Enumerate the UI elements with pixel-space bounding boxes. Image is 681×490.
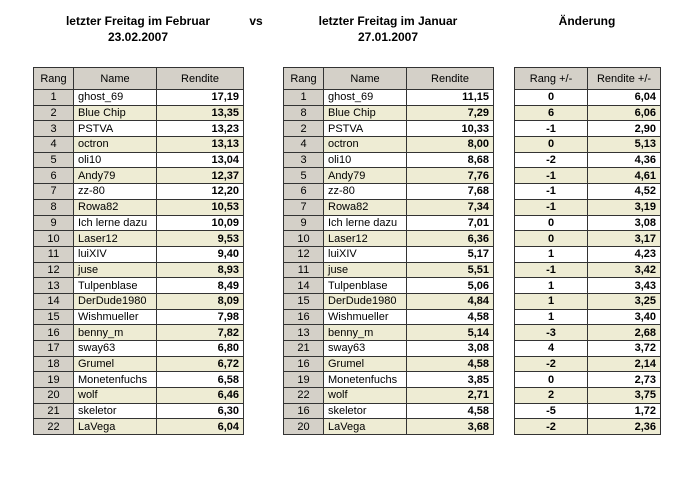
name-cell: oli10 [324,152,407,168]
rank-change-column-header: Rang +/- [515,68,588,90]
rank-cell: 4 [34,137,74,153]
return-cell: 13,04 [157,152,244,168]
name-cell: Grumel [74,356,157,372]
rank-cell: 21 [284,341,324,357]
return-cell: 12,37 [157,168,244,184]
table-row [515,137,661,153]
februar-title-block [33,13,243,45]
table-row [515,199,661,215]
return-change-cell: 3,75 [588,388,661,404]
table-row [515,90,661,106]
rank-cell: 1 [34,90,74,106]
name-cell: ghost_69 [324,90,407,106]
table-row [284,262,494,278]
table-row [284,184,494,200]
table-row [34,168,244,184]
rank-cell: 12 [34,262,74,278]
rank-cell: 13 [34,278,74,294]
rank-cell: 17 [34,341,74,357]
return-column-header: Rendite [157,68,244,90]
rank-cell: 12 [284,246,324,262]
return-cell: 6,30 [157,403,244,419]
header-row [515,68,661,90]
table-row [284,168,494,184]
rank-cell: 2 [284,121,324,137]
return-cell: 9,53 [157,231,244,247]
return-cell: 7,76 [407,168,494,184]
name-cell: DerDude1980 [74,293,157,309]
name-cell: Rowa82 [324,199,407,215]
rank-cell: 16 [284,403,324,419]
table-row [515,419,661,435]
rank-column-header: Rang [284,68,324,90]
return-cell: 3,08 [407,341,494,357]
return-cell: 4,58 [407,309,494,325]
table-row [34,215,244,231]
aenderung-table [514,67,661,435]
rank-cell: 20 [34,388,74,404]
table-row [34,325,244,341]
name-cell: skeletor [74,403,157,419]
return-cell: 4,58 [407,356,494,372]
table-row [284,246,494,262]
table-row [34,121,244,137]
return-cell: 2,71 [407,388,494,404]
rank-cell: 16 [284,356,324,372]
rank-cell: 3 [34,121,74,137]
return-cell: 5,14 [407,325,494,341]
table-row [284,90,494,106]
rank-cell: 20 [284,419,324,435]
name-cell: juse [74,262,157,278]
name-cell: Laser12 [324,231,407,247]
rank-change-cell: 4 [515,341,588,357]
return-change-cell: 3,08 [588,215,661,231]
table-row [284,105,494,121]
return-cell: 7,68 [407,184,494,200]
rank-change-cell: 0 [515,215,588,231]
name-cell: zz-80 [324,184,407,200]
return-cell: 6,04 [157,419,244,435]
name-cell: luiXIV [74,246,157,262]
table-row [515,262,661,278]
februar-date: 23.02.2007 [107,30,169,44]
table-row [515,215,661,231]
rank-change-cell: -1 [515,262,588,278]
return-change-cell: 2,14 [588,356,661,372]
januar-title: letzter Freitag im Januar [318,14,458,28]
name-cell: PSTVA [324,121,407,137]
name-column-header: Name [324,68,407,90]
return-cell: 8,93 [157,262,244,278]
rank-cell: 11 [34,246,74,262]
table-row [34,105,244,121]
name-cell: Laser12 [74,231,157,247]
vs-label: vs [249,14,263,28]
table-row [515,403,661,419]
table-row [515,121,661,137]
table-row [34,309,244,325]
rank-cell: 14 [34,293,74,309]
table-row [284,137,494,153]
table-row [515,231,661,247]
rank-change-cell: -2 [515,356,588,372]
februar-table [33,67,244,435]
rank-change-cell: 0 [515,231,588,247]
return-cell: 3,68 [407,419,494,435]
table-row [515,372,661,388]
rank-change-cell: 2 [515,388,588,404]
table-row [515,309,661,325]
table-row [34,356,244,372]
rank-cell: 9 [34,215,74,231]
rank-cell: 14 [284,278,324,294]
aenderung-title: Änderung [558,14,616,28]
rank-cell: 16 [284,309,324,325]
return-cell: 4,58 [407,403,494,419]
rank-cell: 15 [284,293,324,309]
name-cell: wolf [324,388,407,404]
table-row [34,372,244,388]
name-cell: Blue Chip [324,105,407,121]
rank-cell: 5 [284,168,324,184]
return-column-header: Rendite [407,68,494,90]
table-row [284,403,494,419]
return-cell: 6,36 [407,231,494,247]
return-change-cell: 2,68 [588,325,661,341]
table-row [34,184,244,200]
table-row [284,121,494,137]
return-change-cell: 4,61 [588,168,661,184]
name-cell: PSTVA [74,121,157,137]
name-cell: Ich lerne dazu [74,215,157,231]
table-row [515,356,661,372]
rank-cell: 8 [34,199,74,215]
return-cell: 9,40 [157,246,244,262]
return-cell: 8,00 [407,137,494,153]
return-change-cell: 3,42 [588,262,661,278]
return-cell: 5,06 [407,278,494,294]
return-cell: 13,23 [157,121,244,137]
return-cell: 7,29 [407,105,494,121]
return-cell: 13,13 [157,137,244,153]
table-row [34,90,244,106]
table-row [34,341,244,357]
return-change-cell: 6,06 [588,105,661,121]
rank-cell: 15 [34,309,74,325]
rank-cell: 22 [284,388,324,404]
return-cell: 17,19 [157,90,244,106]
return-change-cell: 6,04 [588,90,661,106]
name-cell: Wishmueller [74,309,157,325]
return-change-cell: 1,72 [588,403,661,419]
table-row [34,419,244,435]
table-row [515,278,661,294]
rank-change-cell: -2 [515,152,588,168]
rank-change-cell: 1 [515,293,588,309]
name-column-header: Name [74,68,157,90]
table-row [34,388,244,404]
return-cell: 3,85 [407,372,494,388]
rank-change-cell: -1 [515,121,588,137]
return-cell: 12,20 [157,184,244,200]
name-cell: LaVega [74,419,157,435]
table-row [284,309,494,325]
rank-cell: 10 [284,231,324,247]
return-change-cell: 5,13 [588,137,661,153]
table-row [34,137,244,153]
return-change-cell: 4,23 [588,246,661,262]
rank-cell: 6 [34,168,74,184]
rank-cell: 5 [34,152,74,168]
return-cell: 7,01 [407,215,494,231]
name-cell: octron [74,137,157,153]
name-cell: zz-80 [74,184,157,200]
rank-cell: 6 [284,184,324,200]
table-row [284,356,494,372]
rank-change-cell: 1 [515,309,588,325]
name-cell: Grumel [324,356,407,372]
return-change-cell: 3,72 [588,341,661,357]
return-cell: 8,09 [157,293,244,309]
table-row [284,341,494,357]
return-cell: 7,82 [157,325,244,341]
table-row [34,231,244,247]
return-change-column-header: Rendite +/- [588,68,661,90]
rank-cell: 21 [34,403,74,419]
table-row [34,152,244,168]
return-cell: 6,72 [157,356,244,372]
return-cell: 8,68 [407,152,494,168]
rank-change-cell: 0 [515,90,588,106]
return-change-cell: 3,19 [588,199,661,215]
return-cell: 10,53 [157,199,244,215]
rank-cell: 16 [34,325,74,341]
return-cell: 7,98 [157,309,244,325]
rank-cell: 7 [284,199,324,215]
return-cell: 5,17 [407,246,494,262]
rank-cell: 2 [34,105,74,121]
rank-cell: 1 [284,90,324,106]
rank-cell: 8 [284,105,324,121]
return-change-cell: 2,36 [588,419,661,435]
table-row [34,262,244,278]
table-row [515,325,661,341]
return-cell: 5,51 [407,262,494,278]
rank-cell: 19 [284,372,324,388]
rank-cell: 19 [34,372,74,388]
return-cell: 6,58 [157,372,244,388]
table-row [515,184,661,200]
table-row [515,105,661,121]
rank-change-cell: -1 [515,199,588,215]
rank-column-header: Rang [34,68,74,90]
return-cell: 6,46 [157,388,244,404]
return-cell: 7,34 [407,199,494,215]
table-row [34,246,244,262]
rank-cell: 7 [34,184,74,200]
name-cell: Ich lerne dazu [324,215,407,231]
name-cell: Tulpenblase [74,278,157,294]
table-row [284,199,494,215]
name-cell: juse [324,262,407,278]
rank-change-cell: -1 [515,168,588,184]
return-change-cell: 3,17 [588,231,661,247]
name-cell: wolf [74,388,157,404]
return-change-cell: 2,90 [588,121,661,137]
rank-change-cell: 0 [515,372,588,388]
rank-change-cell: 1 [515,278,588,294]
name-cell: Blue Chip [74,105,157,121]
rank-cell: 11 [284,262,324,278]
header-row [34,68,244,90]
name-cell: benny_m [74,325,157,341]
return-change-cell: 3,43 [588,278,661,294]
name-cell: Wishmueller [324,309,407,325]
table-row [515,152,661,168]
name-cell: Monetenfuchs [324,372,407,388]
januar-date: 27.01.2007 [357,30,419,44]
table-row [34,278,244,294]
table-row [515,168,661,184]
table-row [515,341,661,357]
rank-cell: 13 [284,325,324,341]
name-cell: sway63 [74,341,157,357]
table-row [34,293,244,309]
table-row [284,293,494,309]
return-change-cell: 4,36 [588,152,661,168]
table-row [515,388,661,404]
name-cell: ghost_69 [74,90,157,106]
rank-change-cell: -5 [515,403,588,419]
table-row [34,199,244,215]
table-row [515,293,661,309]
name-cell: benny_m [324,325,407,341]
rank-change-cell: 1 [515,246,588,262]
return-cell: 13,35 [157,105,244,121]
rank-cell: 3 [284,152,324,168]
return-cell: 4,84 [407,293,494,309]
name-cell: Monetenfuchs [74,372,157,388]
rank-cell: 18 [34,356,74,372]
return-cell: 8,49 [157,278,244,294]
name-cell: DerDude1980 [324,293,407,309]
januar-table [283,67,494,435]
return-change-cell: 4,52 [588,184,661,200]
table-row [284,215,494,231]
name-cell: Andy79 [324,168,407,184]
table-row [34,403,244,419]
februar-title: letzter Freitag im Februar [65,14,211,28]
name-cell: octron [324,137,407,153]
table-row [284,388,494,404]
table-row [284,419,494,435]
name-cell: sway63 [324,341,407,357]
name-cell: skeletor [324,403,407,419]
rank-change-cell: -1 [515,184,588,200]
name-cell: oli10 [74,152,157,168]
return-cell: 10,33 [407,121,494,137]
rank-change-cell: -2 [515,419,588,435]
table-row [515,246,661,262]
rank-cell: 4 [284,137,324,153]
table-row [284,325,494,341]
table-row [284,152,494,168]
name-cell: Rowa82 [74,199,157,215]
rank-cell: 10 [34,231,74,247]
return-cell: 6,80 [157,341,244,357]
name-cell: luiXIV [324,246,407,262]
name-cell: LaVega [324,419,407,435]
table-row [284,372,494,388]
rank-cell: 9 [284,215,324,231]
return-change-cell: 2,73 [588,372,661,388]
rank-cell: 22 [34,419,74,435]
name-cell: Tulpenblase [324,278,407,294]
name-cell: Andy79 [74,168,157,184]
return-change-cell: 3,25 [588,293,661,309]
rank-change-cell: -3 [515,325,588,341]
return-cell: 10,09 [157,215,244,231]
rank-change-cell: 0 [515,137,588,153]
table-row [284,278,494,294]
rank-change-cell: 6 [515,105,588,121]
januar-title-block [283,13,493,45]
header-row [284,68,494,90]
table-row [284,231,494,247]
return-change-cell: 3,40 [588,309,661,325]
return-cell: 11,15 [407,90,494,106]
